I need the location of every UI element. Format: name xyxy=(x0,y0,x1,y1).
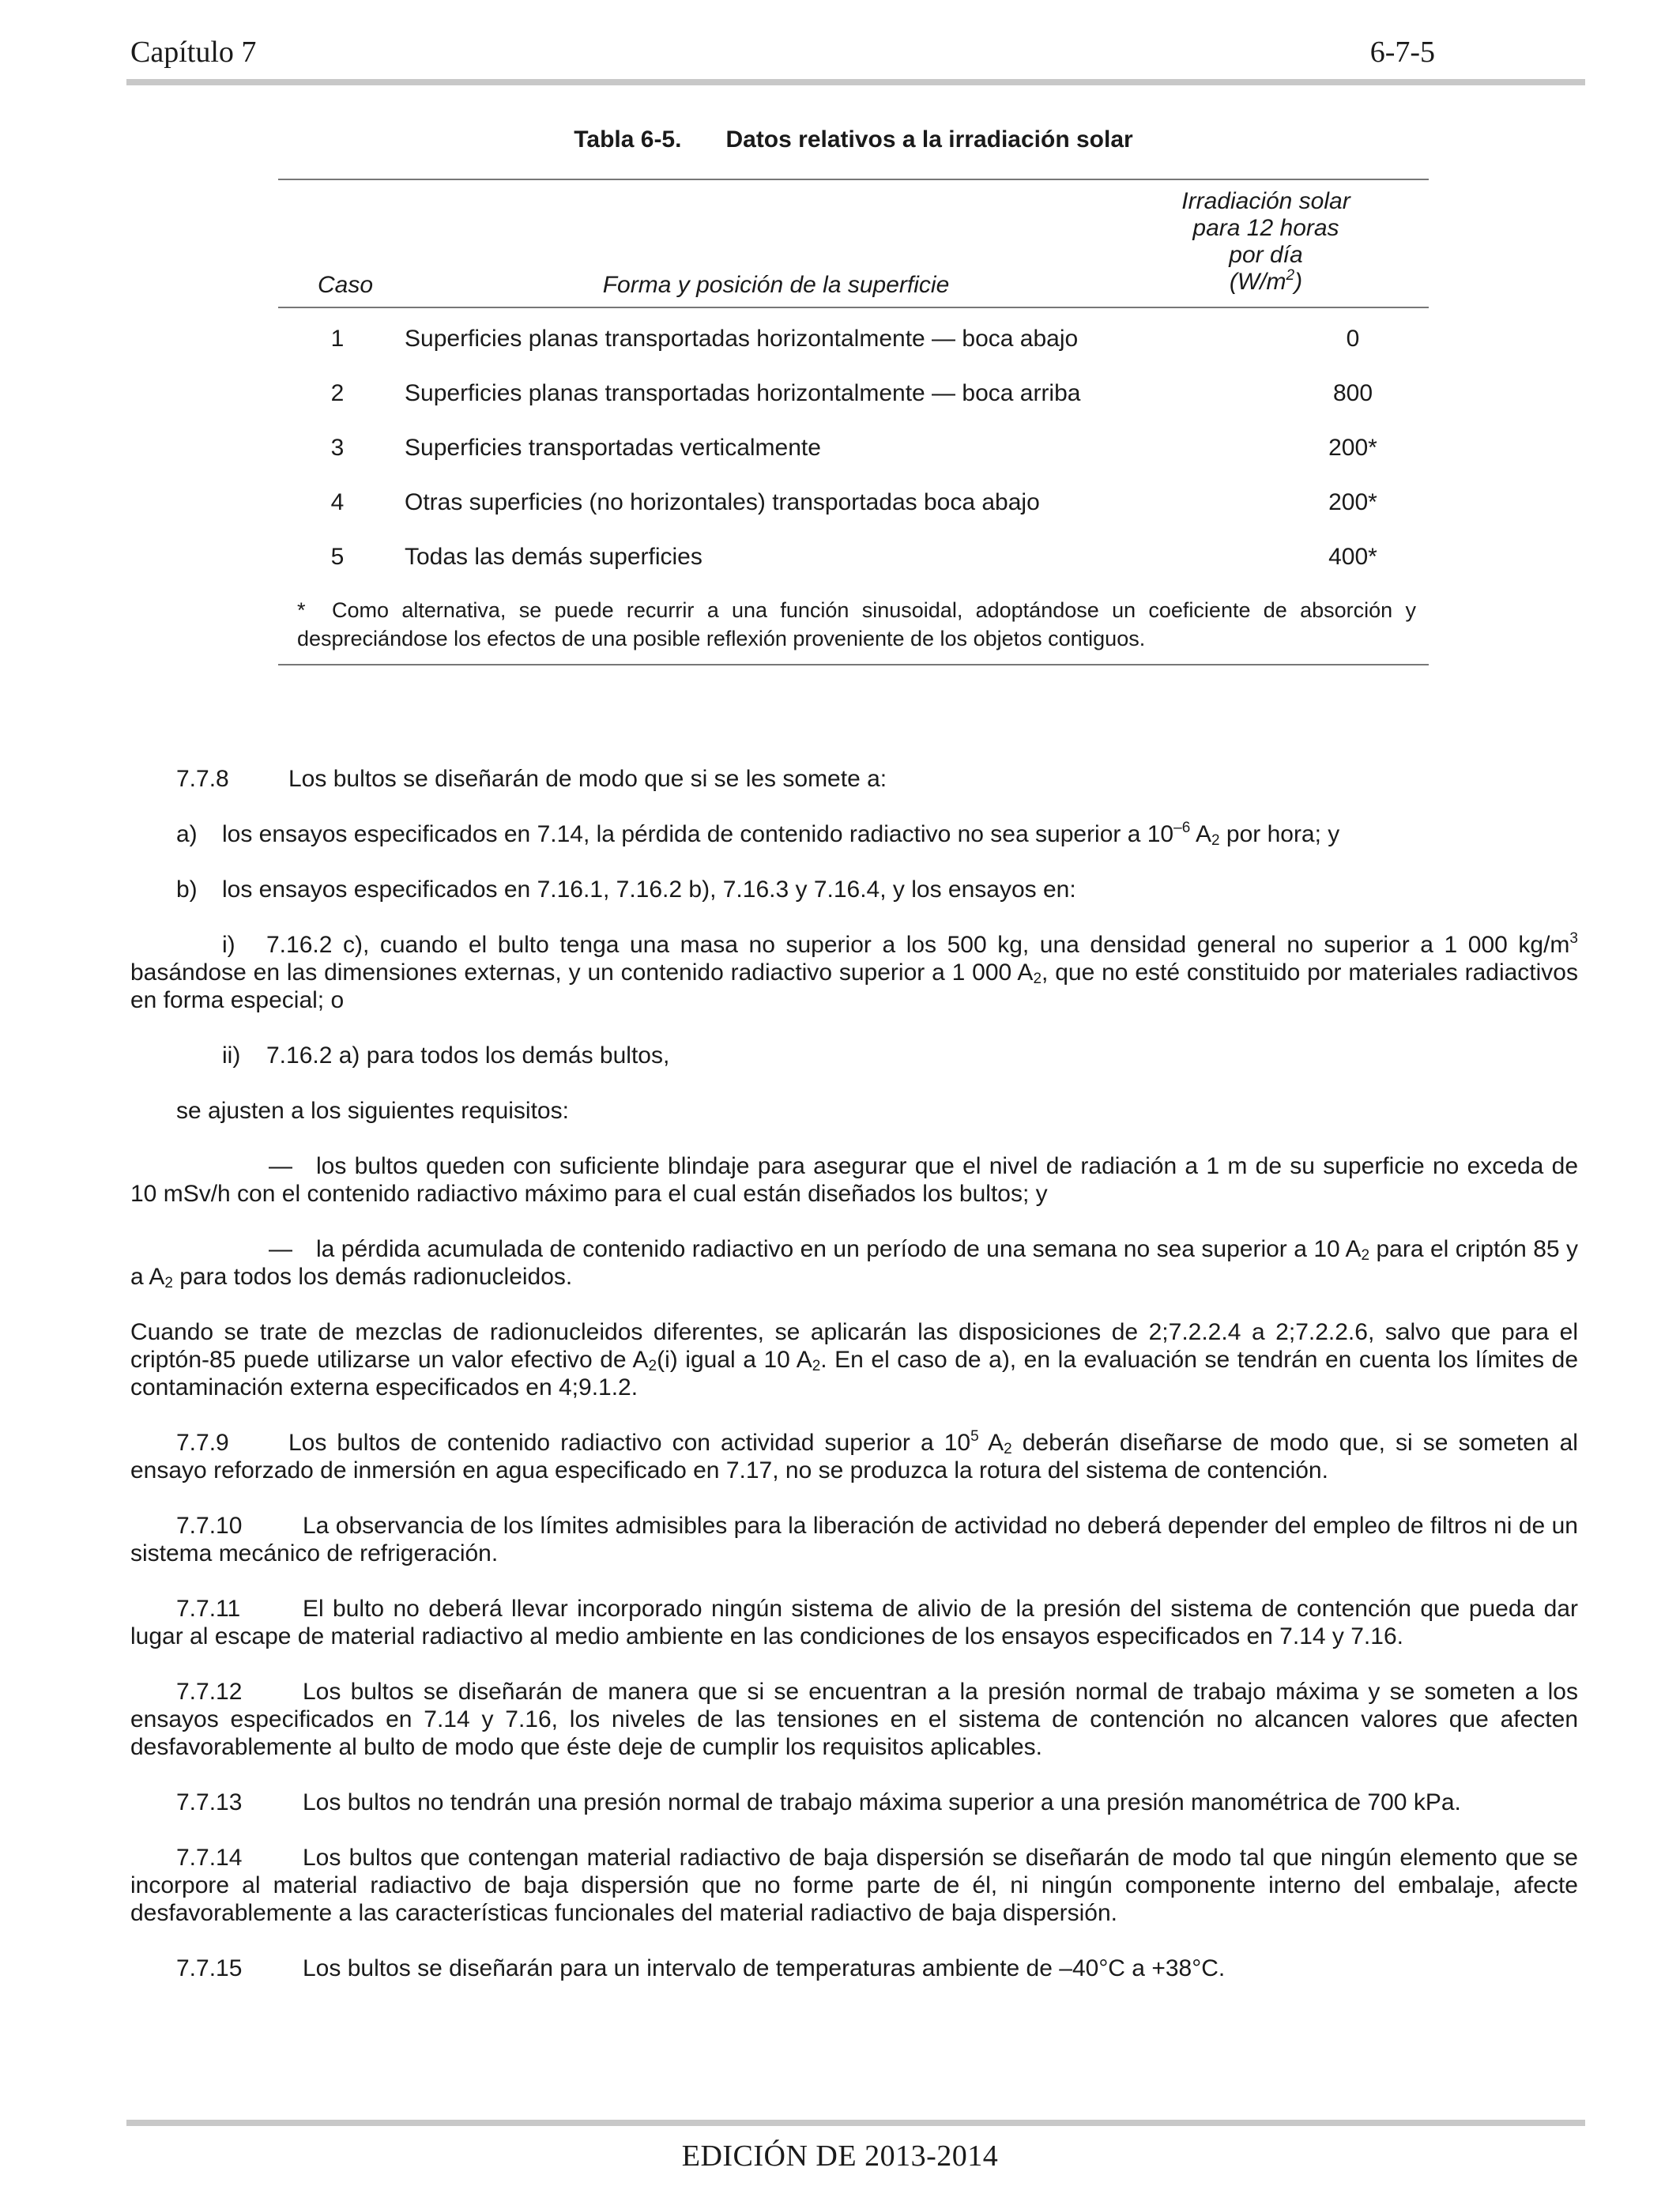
table-footnote xyxy=(297,596,1416,653)
edition-footer: EDICIÓN DE 2013-2014 xyxy=(681,2139,999,2173)
item-label: a) xyxy=(176,821,198,847)
table-row xyxy=(278,435,1429,466)
item-b: b) los ensayos especificados en 7.16.1, 7.16.2 b), 7.16.3 y 7.16.4, y los ensayos en: xyxy=(176,876,1076,903)
item-label: b) xyxy=(176,876,198,903)
footer-rule xyxy=(126,2120,1585,2126)
row-valor: 400* xyxy=(1328,544,1377,570)
row-valor: 200* xyxy=(1328,489,1377,515)
column-header-irradiacion: Irradiación solar para 12 horas por día $(W/m^2)$ xyxy=(1181,188,1350,295)
row-caso: 3 xyxy=(330,435,345,461)
table-row xyxy=(278,380,1429,412)
paragraph-7-7-10: 7.7.10 La observancia de los límites admisibles para la liberación de actividad no deberá depender del empleo de filtros ni de un sistema mecánico de refrigeración. xyxy=(130,1513,1578,1566)
table-number: Tabla 6-5. xyxy=(574,126,682,153)
paragraph-number: 7.7.14 xyxy=(176,1845,243,1871)
paragraph-7-7-12: 7.7.12 Los bultos se diseñarán de manera que si se encuentran a la presión normal de trabajo máxima y se someten a los ensayos especificados en 7.14 y 7.16, los niveles de las tensiones en el sistema de contención no alcancen valores que afecten desfavorablemente al bulto de modo que éste deje de cumplir los requisitos aplicables. xyxy=(130,1679,1578,1760)
row-forma: Superficies planas transportadas horizontalmente — boca abajo xyxy=(405,326,1079,352)
dash-mark: — xyxy=(269,1153,292,1179)
row-valor: 0 xyxy=(1346,326,1360,352)
paragraph-number: 7.7.11 xyxy=(176,1596,241,1622)
dash-mark: — xyxy=(269,1236,292,1262)
chapter-label: Capítulo 7 xyxy=(130,36,257,69)
item-label: ii) xyxy=(222,1042,241,1069)
paragraph-number: 7.7.15 xyxy=(176,1955,243,1981)
table-header-rule xyxy=(278,307,1429,308)
paragraph-7-7-8: 7.7.8 Los bultos se diseñarán de modo que si se les somete a: xyxy=(176,766,887,792)
footnote-mark: * xyxy=(297,598,306,622)
row-valor: 200* xyxy=(1328,435,1377,461)
table-row xyxy=(278,489,1429,521)
paragraph-number: 7.7.8 xyxy=(176,766,229,792)
paragraph-mixtures: Cuando se trate de mezclas de radionucleidos diferentes, se aplicarán las disposiciones de 2;7.2.2.4 a 2;7.2.2.6, salvo que para el criptón-85 puede utilizarse un valor efectivo de $A_2(i)$ igual a 10 $A_2$. En el caso de a), en la evaluación se tendrán en cuenta los límites de contaminación externa especificados en 4;9.1.2. xyxy=(130,1319,1579,1400)
paragraph-7-7-15: 7.7.15 Los bultos se diseñarán para un intervalo de temperaturas ambiente de –40°C a +38°C. xyxy=(176,1955,1226,1981)
item-i: i) 7.16.2 c), cuando el bulto tenga una masa no superior a los 500 kg, una densidad general no superior a 1 000 $kg/m^3$ basándose en las dimensiones externas, y un contenido radiactivo superior a 1 000 $A_2$, que no esté constituido por materiales radiactivos en forma especial; o xyxy=(130,930,1578,1013)
paragraph-number: 7.7.13 xyxy=(176,1789,243,1815)
row-caso: 2 xyxy=(330,380,345,406)
table-top-rule xyxy=(278,179,1429,180)
column-header-forma: Forma y posición de la superficie xyxy=(602,272,950,298)
row-caso: 4 xyxy=(330,489,345,515)
row-valor: 800 xyxy=(1332,380,1373,406)
requirements-intro: se ajusten a los siguientes requisitos: xyxy=(176,1098,569,1124)
row-caso: 1 xyxy=(330,326,345,352)
table-caption xyxy=(278,126,1429,153)
row-caso: 5 xyxy=(330,544,345,570)
row-forma: Superficies transportadas verticalmente xyxy=(405,435,821,461)
page-number: 6-7-5 xyxy=(1369,36,1435,69)
paragraph-7-7-13: 7.7.13 Los bultos no tendrán una presión normal de trabajo máxima superior a una presión manométrica de 700 kPa. xyxy=(176,1789,1461,1815)
item-label: i) xyxy=(222,932,235,958)
item-ii: ii) 7.16.2 a) para todos los demás bultos, xyxy=(222,1042,670,1069)
paragraph-7-7-9: 7.7.9 Los bultos de contenido radiactivo con actividad superior a $10^5$ $A_2$ deberán diseñarse de modo que, si se someten al ensayo reforzado de inmersión en agua especificado en 7.17, no se produzca la rotura del sistema de contención. xyxy=(130,1428,1578,1483)
table-bottom-rule xyxy=(278,664,1429,665)
requirement-shielding: — los bultos queden con suficiente blindaje para asegurar que el nivel de radiación a 1 m de su superficie no exceda de 10 mSv/h con el contenido radiactivo máximo para el cual están diseñados los bultos; y xyxy=(130,1153,1578,1207)
body-text xyxy=(130,765,1578,1982)
footnote-text: Como alternativa, se puede recurrir a una función sinusoidal, adoptándose un coeficiente de absorción y despreciándose los efectos de una posible reflexión proveniente de los objetos contiguos. xyxy=(297,598,1416,650)
row-forma: Otras superficies (no horizontales) transportadas boca abajo xyxy=(405,489,1040,515)
row-forma: Superficies planas transportadas horizontalmente — boca arriba xyxy=(405,380,1081,406)
paragraph-number: 7.7.10 xyxy=(176,1513,243,1539)
requirement-accumulated-loss: — la pérdida acumulada de contenido radiactivo en un período de una semana no sea superior a 10 $A_2$ para el criptón 85 y a $A_2$ para todos los demás radionucleidos. xyxy=(130,1236,1578,1291)
table-row xyxy=(278,326,1429,357)
column-header-caso: Caso xyxy=(318,272,374,298)
row-forma: Todas las demás superficies xyxy=(405,544,703,570)
header-rule xyxy=(126,79,1585,85)
paragraph-7-7-11: 7.7.11 El bulto no deberá llevar incorporado ningún sistema de alivio de la presión del sistema de contención que pueda dar lugar al escape de material radiactivo al medio ambiente en las condiciones de los ensayos especificados en 7.14 y 7.16. xyxy=(130,1596,1578,1649)
paragraph-number: 7.7.9 xyxy=(176,1430,229,1456)
table-row xyxy=(278,544,1429,575)
item-a: a) los ensayos especificados en 7.14, la pérdida de contenido radiactivo no sea superior a $10^{-6}$ $A_2$ por hora; y xyxy=(176,820,1340,849)
paragraph-number: 7.7.12 xyxy=(176,1679,243,1705)
table-title: Datos relativos a la irradiación solar xyxy=(725,126,1133,153)
paragraph-7-7-14: 7.7.14 Los bultos que contengan material radiactivo de baja dispersión se diseñarán de modo tal que ningún elemento que se incorpore al material radiactivo de baja dispersión que no forme parte de él, ni ningún componente interno del embalaje, afecte desfavorablemente a las características funcionales del material radiactivo de baja dispersión. xyxy=(130,1845,1578,1926)
